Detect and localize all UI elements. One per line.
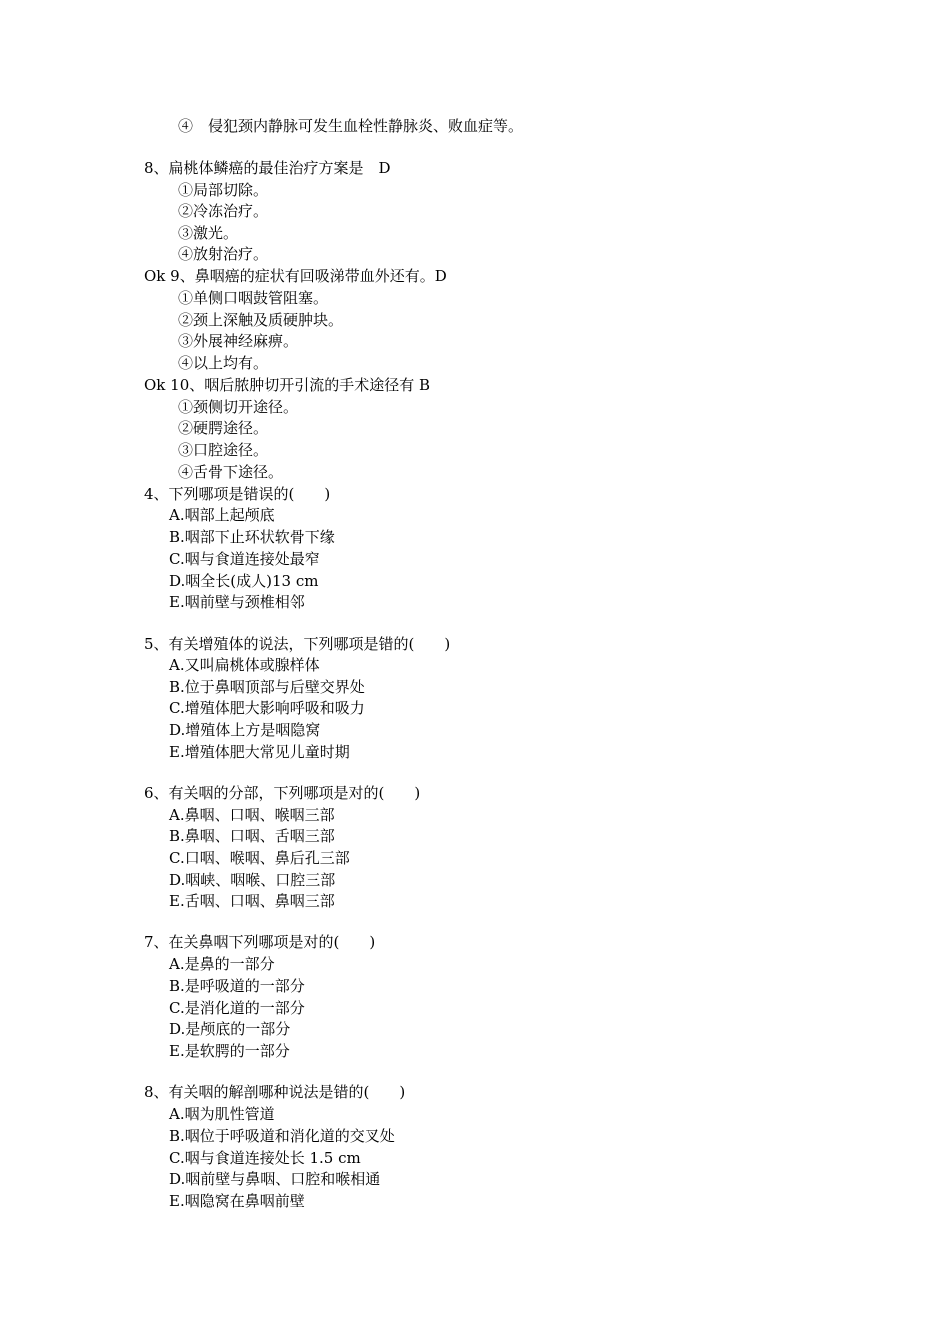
option-line: ①单侧口咽鼓管阻塞。 [178, 289, 329, 307]
option-line: B.位于鼻咽顶部与后壁交界处 [169, 678, 365, 696]
option-line: E.咽隐窝在鼻咽前壁 [169, 1192, 305, 1210]
option-line: ④ 侵犯颈内静脉可发生血栓性静脉炎、败血症等。 [178, 117, 524, 135]
option-line: C.是消化道的一部分 [169, 999, 305, 1017]
option-line: D.咽峡、咽喉、口腔三部 [169, 871, 336, 889]
question-line: 4、下列哪项是错误的( ) [144, 485, 331, 503]
option-line: ①颈侧切开途径。 [178, 398, 299, 416]
option-line: B.是呼吸道的一部分 [169, 977, 305, 995]
option-line: E.咽前壁与颈椎相邻 [169, 593, 305, 611]
option-line: ④放射治疗。 [178, 245, 269, 263]
option-line: A.是鼻的一部分 [169, 955, 275, 973]
option-line: B.鼻咽、口咽、舌咽三部 [169, 827, 335, 845]
option-line: ③外展神经麻痹。 [178, 332, 299, 350]
option-line: ①局部切除。 [178, 181, 269, 199]
option-line: C.口咽、喉咽、鼻后孔三部 [169, 849, 350, 867]
option-line: C.咽与食道连接处最窄 [169, 550, 320, 568]
option-line: E.舌咽、口咽、鼻咽三部 [169, 892, 335, 910]
option-line: D.咽前壁与鼻咽、口腔和喉相通 [169, 1170, 381, 1188]
option-line: B.咽位于呼吸道和消化道的交叉处 [169, 1127, 395, 1145]
option-line: D.是颅底的一部分 [169, 1020, 291, 1038]
option-line: ②颈上深触及质硬肿块。 [178, 311, 344, 329]
option-line: ③口腔途径。 [178, 441, 269, 459]
question-line: 8、有关咽的解剖哪种说法是错的( ) [144, 1083, 406, 1101]
question-line: Ok 10、咽后脓肿切开引流的手术途径有 B [144, 376, 431, 394]
question-line: 7、在关鼻咽下列哪项是对的( ) [144, 933, 376, 951]
question-line: 8、扁桃体鳞癌的最佳治疗方案是 D [144, 159, 391, 177]
question-line: Ok 9、鼻咽癌的症状有回吸涕带血外还有。D [144, 267, 447, 285]
option-line: D.增殖体上方是咽隐窝 [169, 721, 321, 739]
option-line: ④舌骨下途径。 [178, 463, 284, 481]
question-line: 5、有关增殖体的说法，下列哪项是错的( ) [144, 635, 451, 653]
option-line: E.是软腭的一部分 [169, 1042, 290, 1060]
option-line: C.增殖体肥大影响呼吸和吸力 [169, 699, 365, 717]
option-line: C.咽与食道连接处长 1.5 cm [169, 1149, 361, 1167]
option-line: A.咽部上起颅底 [169, 506, 275, 524]
option-line: ②冷冻治疗。 [178, 202, 269, 220]
option-line: A.咽为肌性管道 [169, 1105, 275, 1123]
option-line: E.增殖体肥大常见儿童时期 [169, 743, 350, 761]
option-line: ②硬腭途径。 [178, 419, 269, 437]
option-line: B.咽部下止环状软骨下缘 [169, 528, 335, 546]
option-line: A.又叫扁桃体或腺样体 [169, 656, 320, 674]
question-line: 6、有关咽的分部，下列哪项是对的( ) [144, 784, 421, 802]
option-line: ④以上均有。 [178, 354, 269, 372]
option-line: ③激光。 [178, 224, 239, 242]
option-line: A.鼻咽、口咽、喉咽三部 [169, 806, 335, 824]
option-line: D.咽全长(成人)13 cm [169, 572, 319, 590]
